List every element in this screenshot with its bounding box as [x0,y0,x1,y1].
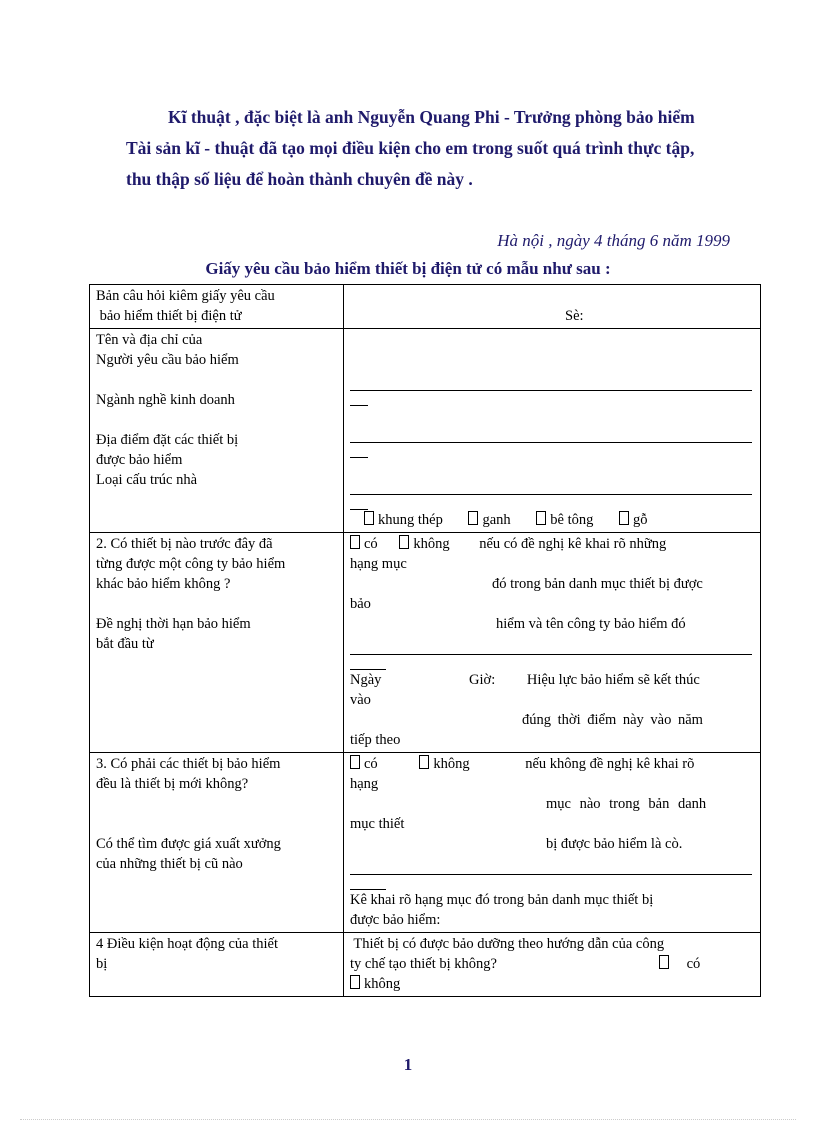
checkbox-icon [350,755,360,769]
header-left-line-1: Bản câu hỏi kiêm giấy yêu cầu [96,288,275,304]
previous-insurance-question [90,533,344,753]
field-line-stub [350,443,368,458]
answer-2-line-5: hiểm và tên công ty bảo hiểm đó [496,616,686,632]
question-3-line-3: Có thể tìm được giá xuất xưởng [96,836,281,852]
field-line-stub [350,875,386,890]
answer-3-line-3: mục nào trong bản danh [546,796,707,812]
checkbox-icon [536,511,546,525]
acknowledgement-paragraph [126,102,736,195]
question-3-line-2: đều là thiết bị mới không? [96,776,249,792]
operating-conditions-answer [344,933,761,997]
name-address-field[interactable] [350,372,752,391]
answer-2-line-8: đúng thời điểm này vào năm [522,712,703,728]
field-line-stub [350,495,368,510]
answer-2-text: nếu có đề nghị kê khai rõ những [479,536,667,552]
option-yes[interactable]: có [350,536,378,552]
checkbox-icon [659,955,669,969]
period-question-line-1: Đề nghị thời hạn bảo hiểm [96,616,251,632]
label-structure: Loại cấu trúc nhà [96,472,198,488]
label-location-1: Địa điểm đặt các thiết bị [96,432,239,448]
applicant-fields [344,329,761,533]
time-label: Giờ: [469,672,496,688]
period-question-line-2: bắt đầu từ [96,636,154,652]
form-title: Giấy yêu cầu bảo hiểm thiết bị điện tử có mẫu như sau : [205,259,611,278]
new-equipment-answer [344,753,761,933]
answer-3-line-2: hạng [350,776,379,792]
form-header-number [344,285,761,329]
checkbox-icon [468,511,478,525]
answer-3-line-6: Kê khai rõ hạng mục đó trong bản danh mục thiết bị [350,892,654,908]
answer-3-line-4: mục thiết [350,816,405,832]
question-3-line-4: của những thiết bị cũ nào [96,856,243,872]
option-no[interactable]: không [399,536,449,552]
checkbox-icon [399,535,409,549]
option-yes[interactable]: có [350,756,378,772]
operating-conditions-row [90,933,761,997]
answer-2-line-1 [350,534,754,554]
intro-line-2: Tài sản kĩ - thuật đã tạo mọi điều kiện cho em trong suốt quá trình thực tập, [126,138,695,158]
insurer-field[interactable] [350,636,752,655]
date-line: Hà nội , ngày 4 tháng 6 năm 1999 [497,231,730,250]
checkbox-icon [350,975,360,989]
structure-option-steel[interactable]: khung thép [364,512,443,528]
answer-4-line-1: Thiết bị có được bảo dưỡng theo hướng dẫn của công [350,936,665,952]
maintenance-question: ty chế tạo thiết bị không? [350,956,497,972]
listed-items-field[interactable] [350,856,752,875]
answer-3-line-5: bị được bảo hiểm là cò. [546,836,683,852]
question-4-line-1: 4 Điều kiện hoạt động của thiết [96,936,279,952]
answer-2-line-7: vào [350,692,371,708]
intro-line-3: thu thập số liệu để hoàn thành chuyên đề này . [126,169,473,189]
question-2-line-1: 2. Có thiết bị nào trước đây đã [96,536,273,552]
page-bottom-divider [20,1119,796,1120]
answer-2-line-2: hạng mục [350,556,407,572]
question-3-line-1: 3. Có phải các thiết bị bảo hiểm [96,756,281,772]
date-label: Ngày [350,672,382,688]
answer-2-line-3: đó trong bản danh mục thiết bị được [492,576,703,592]
structure-option-concrete[interactable]: bê tông [536,512,593,528]
structure-option-ganh[interactable]: ganh [468,512,510,528]
business-field[interactable] [350,424,752,443]
form-header-left [90,285,344,329]
option-no[interactable]: không [419,756,469,772]
answer-3-line-7: được bảo hiểm: [350,912,441,928]
label-name-address: Tên và địa chỉ của [96,332,203,348]
field-line-stub [350,655,386,670]
question-2-line-3: khác bảo hiểm không ? [96,576,231,592]
insurance-form-table [89,284,761,997]
new-equipment-row [90,753,761,933]
page-number: 1 [403,1055,413,1074]
intro-line-1: Kĩ thuật , đặc biệt là anh Nguyễn Quang Phi - Trưởng phòng bảo hiểm [168,107,695,127]
applicant-row [90,329,761,533]
checkbox-icon [419,755,429,769]
option-yes[interactable]: có [659,956,701,972]
answer-2-line-4: bảo [350,596,371,612]
label-location-2: được bảo hiểm [96,452,183,468]
option-no[interactable]: không [350,974,754,994]
expiry-text: Hiệu lực bảo hiểm sẽ kết thúc [526,672,700,688]
question-2-line-2: từng được một công ty bảo hiểm [96,556,286,572]
checkbox-icon [619,511,629,525]
answer-4-line-2 [350,954,754,974]
structure-options [350,510,754,530]
field-line-stub [350,391,368,406]
previous-insurance-row [90,533,761,753]
applicant-labels [90,329,344,533]
previous-insurance-answer [344,533,761,753]
checkbox-icon [364,511,374,525]
question-4-line-2: bị [96,956,108,972]
answer-3-line-1 [350,754,754,774]
answer-3-text: nếu không đề nghị kê khai rõ [525,756,695,772]
answer-2-line-9: tiếp theo [350,732,401,748]
new-equipment-question [90,753,344,933]
operating-conditions-question [90,933,344,997]
start-date-line [350,670,754,690]
label-business: Ngành nghề kinh doanh [96,392,235,408]
header-left-line-2: bảo hiểm thiết bị điện tử [96,308,242,324]
location-field[interactable] [350,476,752,495]
checkbox-icon [350,535,360,549]
structure-option-wood[interactable]: gỗ [619,512,648,528]
number-label: Sè: [565,308,584,324]
label-applicant: Người yêu cầu bảo hiểm [96,352,239,368]
form-header-row [90,285,761,329]
